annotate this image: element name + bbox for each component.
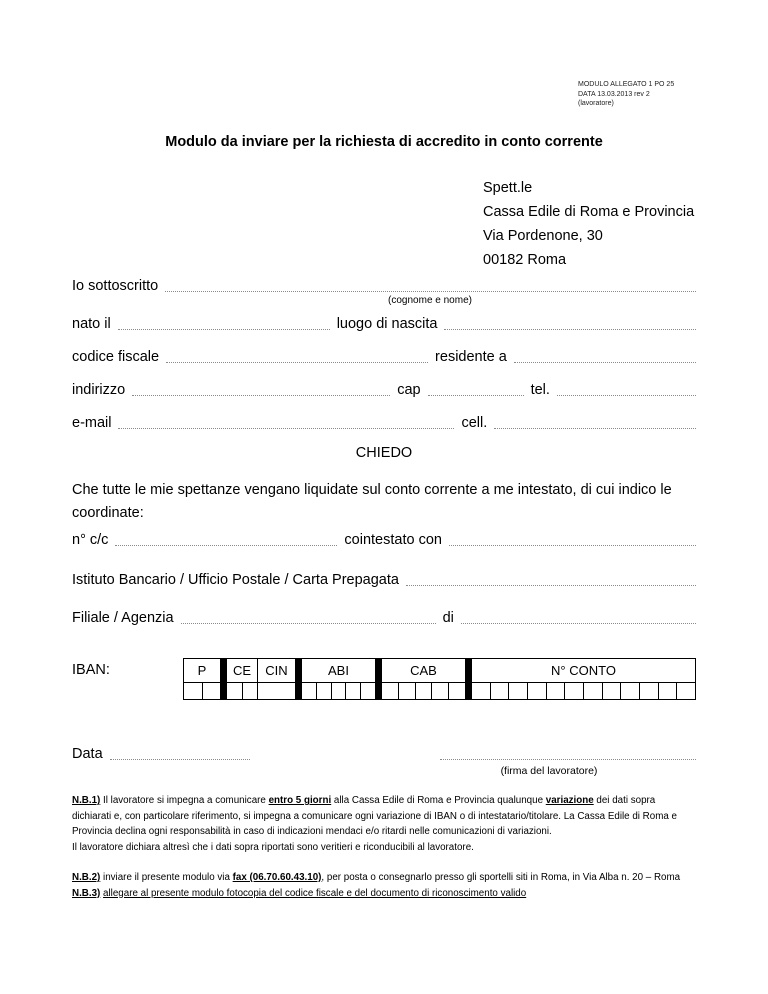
iban-group-n-conto bbox=[465, 659, 695, 699]
iban-cell[interactable] bbox=[302, 683, 316, 699]
notes-section bbox=[72, 793, 696, 901]
firma-caption: (firma del lavoratore) bbox=[500, 765, 598, 777]
indirizzo-field[interactable] bbox=[132, 383, 390, 396]
iban-group-p bbox=[184, 659, 220, 699]
form-title: Modulo da inviare per la richiesta di accredito in conto corrente bbox=[165, 134, 603, 150]
iban-cell[interactable] bbox=[583, 683, 602, 699]
iban-cell[interactable] bbox=[431, 683, 448, 699]
iban-cells-row bbox=[227, 682, 257, 699]
io-sottoscritto-label: Io sottoscritto bbox=[72, 278, 159, 294]
iban-cell[interactable] bbox=[639, 683, 658, 699]
nb2-marker: N.B.2) bbox=[72, 872, 101, 883]
iban-cell[interactable] bbox=[202, 683, 221, 699]
note-nb1 bbox=[72, 793, 696, 840]
firma-field[interactable] bbox=[440, 747, 696, 760]
nb2-text-b: , per posta o consegnarlo presso gli sportelli siti in Roma, in Via Alba n. 20 – Roma bbox=[321, 872, 681, 883]
iban-group-label: CIN bbox=[265, 663, 288, 678]
iban-group-label: ABI bbox=[328, 663, 349, 678]
iban-group-label: N° CONTO bbox=[551, 663, 616, 678]
email-field[interactable] bbox=[118, 416, 454, 429]
iban-cell[interactable] bbox=[227, 683, 242, 699]
iban-cell[interactable] bbox=[360, 683, 375, 699]
iban-cell[interactable] bbox=[415, 683, 432, 699]
nb1-entro-5-giorni: entro 5 giorni bbox=[268, 795, 332, 806]
note-nb3 bbox=[72, 886, 696, 902]
nato-il-field[interactable] bbox=[118, 317, 330, 330]
iban-cell[interactable] bbox=[658, 683, 677, 699]
cognome-caption: (cognome e nome) bbox=[388, 295, 472, 306]
field-row-io-sottoscritto bbox=[72, 278, 696, 294]
istituto-label: Istituto Bancario / Ufficio Postale / Carta Prepagata bbox=[72, 572, 399, 588]
iban-cell[interactable] bbox=[527, 683, 546, 699]
io-sottoscritto-field[interactable] bbox=[165, 279, 696, 292]
iban-cell[interactable] bbox=[258, 683, 295, 699]
field-row-data-firma bbox=[72, 746, 696, 762]
field-row-filiale bbox=[72, 610, 696, 626]
nb1-text-a: Il lavoratore si impegna a comunicare bbox=[100, 795, 269, 806]
ncc-label: n° c/c bbox=[72, 532, 109, 548]
doc-reference-line3: (lavoratore) bbox=[578, 100, 614, 107]
data-field[interactable] bbox=[110, 747, 250, 760]
recipient-salutation: Spett.le bbox=[483, 180, 533, 196]
di-label: di bbox=[442, 610, 454, 626]
iban-cells-row bbox=[258, 682, 295, 699]
nb1-text-c: dei dati sopra dichiarati e, con particolare riferimento, si impegna a comunicare ogni variazione di IBAN o di intestatario/titolare. La Cassa Edile di Roma e Provincia declina ogni responsabilità in caso di indicazioni mendaci e/o ritardi nelle comunicazioni di variazioni. bbox=[72, 795, 677, 837]
cap-field[interactable] bbox=[428, 383, 524, 396]
iban-cell[interactable] bbox=[676, 683, 695, 699]
iban-label: IBAN: bbox=[72, 662, 110, 678]
residente-a-field[interactable] bbox=[514, 350, 696, 363]
iban-cell[interactable] bbox=[316, 683, 331, 699]
luogo-nascita-label: luogo di nascita bbox=[336, 316, 438, 332]
iban-group-abi bbox=[295, 659, 375, 699]
data-label: Data bbox=[72, 746, 103, 762]
istituto-field[interactable] bbox=[406, 573, 696, 586]
iban-group-label: P bbox=[197, 663, 207, 678]
residente-a-label: residente a bbox=[435, 349, 507, 365]
iban-cell[interactable] bbox=[490, 683, 509, 699]
recipient-street: Via Pordenone, 30 bbox=[483, 228, 603, 244]
iban-group-cin bbox=[257, 659, 295, 699]
tel-field[interactable] bbox=[557, 383, 696, 396]
field-row-codice-fiscale bbox=[72, 349, 696, 365]
iban-group-ce bbox=[220, 659, 257, 699]
cognome-caption-row bbox=[72, 295, 696, 306]
iban-cells-row bbox=[382, 682, 465, 699]
cointestato-label: cointestato con bbox=[344, 532, 442, 548]
iban-cell[interactable] bbox=[448, 683, 465, 699]
iban-table bbox=[183, 658, 696, 700]
recipient-name: Cassa Edile di Roma e Provincia bbox=[483, 204, 695, 220]
field-row-istituto bbox=[72, 572, 696, 588]
iban-group-label: CAB bbox=[410, 663, 437, 678]
filiale-field[interactable] bbox=[181, 611, 436, 624]
di-field[interactable] bbox=[461, 611, 696, 624]
cap-label: cap bbox=[397, 382, 421, 398]
iban-cell[interactable] bbox=[398, 683, 415, 699]
nb3-marker: N.B.3) bbox=[72, 887, 101, 899]
iban-cell[interactable] bbox=[345, 683, 360, 699]
nb1-variazione: variazione bbox=[545, 795, 594, 806]
iban-cells-row bbox=[472, 682, 695, 699]
iban-cell[interactable] bbox=[564, 683, 583, 699]
iban-cells-row bbox=[302, 682, 375, 699]
cell-label: cell. bbox=[461, 415, 488, 431]
ncc-field[interactable] bbox=[115, 533, 337, 546]
chiedo-heading: CHIEDO bbox=[355, 445, 413, 461]
iban-cell[interactable] bbox=[508, 683, 527, 699]
iban-group-cab bbox=[375, 659, 465, 699]
iban-cell[interactable] bbox=[472, 683, 490, 699]
nb2-fax-number: fax (06.70.60.43.10) bbox=[232, 872, 322, 883]
email-label: e-mail bbox=[72, 415, 112, 431]
request-paragraph: Che tutte le mie spettanze vengano liquidate sul conto corrente a me intestato, di cui indico le coordinate: bbox=[72, 482, 672, 521]
nato-il-label: nato il bbox=[72, 316, 111, 332]
field-row-indirizzo bbox=[72, 382, 696, 398]
iban-cell[interactable] bbox=[242, 683, 258, 699]
field-row-nascita bbox=[72, 316, 696, 332]
note-nb2 bbox=[72, 870, 696, 886]
codice-fiscale-label: codice fiscale bbox=[72, 349, 160, 365]
note-nb1-line2: Il lavoratore dichiara altresì che i dati sopra riportati sono veritieri e riconducibili al lavoratore. bbox=[72, 841, 474, 853]
iban-cell[interactable] bbox=[331, 683, 346, 699]
indirizzo-label: indirizzo bbox=[72, 382, 126, 398]
iban-cell[interactable] bbox=[546, 683, 565, 699]
iban-cell[interactable] bbox=[382, 683, 398, 699]
codice-fiscale-field[interactable] bbox=[166, 350, 428, 363]
iban-group-label: CE bbox=[232, 663, 252, 678]
filiale-label: Filiale / Agenzia bbox=[72, 610, 174, 626]
recipient-city: 00182 Roma bbox=[483, 252, 567, 268]
cell-field[interactable] bbox=[494, 416, 696, 429]
luogo-nascita-field[interactable] bbox=[444, 317, 696, 330]
nb1-text-b: alla Cassa Edile di Roma e Provincia qualunque bbox=[331, 795, 546, 806]
doc-reference-line2: DATA 13.03.2013 rev 2 bbox=[578, 90, 650, 98]
firma-caption-row bbox=[72, 765, 696, 777]
iban-cells-row bbox=[184, 682, 220, 699]
tel-label: tel. bbox=[530, 382, 550, 398]
nb3-text: allegare al presente modulo fotocopia del codice fiscale e del documento di riconoscimento valido bbox=[103, 887, 527, 899]
doc-reference bbox=[578, 80, 674, 109]
nb2-text-a: inviare il presente modulo via bbox=[100, 872, 233, 883]
iban-cell[interactable] bbox=[184, 683, 202, 699]
cointestato-field[interactable] bbox=[449, 533, 696, 546]
nb1-marker: N.B.1) bbox=[72, 795, 101, 806]
field-row-conto bbox=[72, 532, 696, 548]
iban-section bbox=[72, 658, 696, 700]
field-row-email bbox=[72, 415, 696, 431]
iban-cell[interactable] bbox=[602, 683, 621, 699]
iban-cell[interactable] bbox=[620, 683, 639, 699]
doc-reference-line1: MODULO ALLEGATO 1 PO 25 bbox=[578, 81, 675, 88]
recipient-address bbox=[483, 176, 696, 272]
